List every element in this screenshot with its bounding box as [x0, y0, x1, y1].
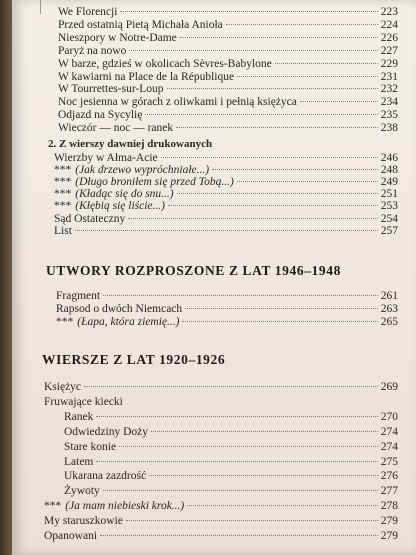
toc-entry-title: (Długo broniłem się przed Tobą...) — [75, 176, 234, 189]
toc-entry-title: Latem — [64, 455, 94, 468]
toc-entry-title: My staruszkowie — [44, 515, 123, 528]
asterisks-marker: *** — [54, 164, 72, 177]
toc-entry-title: (Jak drzewo wypróchniałe...) — [75, 164, 210, 177]
toc-entry — [58, 122, 398, 134]
dot-leader — [96, 416, 377, 417]
toc-page-number: 249 — [380, 176, 398, 189]
dot-leader — [149, 475, 378, 476]
toc-entry-title: Księżyc — [44, 381, 82, 393]
asterisks-marker: *** — [54, 188, 72, 201]
toc-page-number: 279 — [380, 530, 398, 542]
toc-entry-title: W kawiarni na Place de la République — [58, 70, 235, 83]
toc-page-number: 223 — [380, 6, 398, 18]
section-heading: 2. Z wierszy dawniej drukowanych — [48, 138, 213, 150]
dot-leader — [177, 193, 378, 194]
asterisks-marker: *** — [56, 316, 74, 328]
toc-entry-title: (Łapa, która ziemię...) — [77, 316, 180, 328]
toc-entry — [54, 225, 398, 237]
toc-entry-title: Sąd Ostateczny — [54, 212, 126, 225]
toc-entry — [44, 396, 398, 408]
dot-leader — [161, 157, 378, 158]
dot-leader — [168, 205, 378, 206]
toc-page-number: 277 — [380, 485, 398, 498]
toc-entry — [64, 411, 398, 423]
dot-leader — [129, 50, 377, 51]
dot-leader — [128, 218, 378, 219]
section-title-1920: WIERSZE Z LAT 1920–1926 — [42, 352, 226, 367]
toc-page-number: 254 — [380, 212, 398, 225]
dot-leader — [120, 11, 377, 12]
dot-leader — [185, 308, 378, 309]
toc-entry — [58, 32, 398, 44]
toc-page-number: 227 — [380, 44, 398, 57]
toc-entry-title: (Ja mam niebieski krok...) — [65, 500, 185, 513]
toc-page-number: 269 — [380, 381, 398, 393]
asterisks-marker: *** — [54, 176, 72, 189]
toc-entry — [64, 456, 398, 468]
toc-page-number: 265 — [380, 316, 398, 328]
toc-page-number: 231 — [380, 70, 398, 83]
dot-leader — [237, 181, 378, 182]
toc-page-number: 226 — [380, 31, 398, 44]
toc-entry-title: Nieszpory w Notre-Dame — [58, 31, 177, 44]
toc-entry-title: Ranek — [64, 410, 94, 423]
toc-entry — [58, 71, 398, 83]
toc-entry — [64, 485, 398, 497]
toc-entry-title: (Kładąc się do snu...) — [75, 188, 174, 201]
toc-entry — [54, 213, 398, 225]
toc-entry-title: Rapsod o dwóch Niemcach — [56, 303, 183, 315]
dot-leader — [275, 63, 378, 64]
dot-leader — [226, 24, 378, 25]
toc-entry — [58, 109, 398, 121]
toc-page-number: 224 — [380, 18, 398, 31]
toc-page-number: 261 — [380, 290, 398, 302]
toc-page-number: 274 — [380, 425, 398, 438]
toc-page-number: 234 — [380, 96, 398, 109]
toc-page-number: 279 — [380, 515, 398, 528]
dot-leader — [119, 446, 378, 447]
toc-entry — [64, 426, 398, 438]
toc-entry-title: Wieczór — noc — ranek — [58, 122, 174, 135]
toc-page-number: 253 — [380, 200, 398, 213]
toc-entry — [56, 316, 398, 328]
toc-entry — [44, 381, 398, 393]
dot-leader — [187, 505, 377, 506]
toc-entry-title: Stare konie — [64, 440, 117, 453]
toc-entry — [56, 303, 398, 315]
dot-leader — [182, 321, 377, 322]
toc-entry — [58, 58, 398, 70]
toc-entry-title: We Florencji — [58, 6, 118, 18]
toc-page-number: 238 — [380, 122, 398, 135]
toc-entry — [56, 290, 398, 302]
asterisks-marker: *** — [44, 500, 62, 513]
dot-leader — [167, 88, 378, 89]
toc-entry — [44, 500, 398, 512]
toc-entry-title: Żywoty — [64, 485, 100, 498]
dot-leader — [212, 169, 378, 170]
page-edge-line — [40, 0, 41, 14]
toc-entry-title: Paryż na nowo — [58, 44, 127, 57]
toc-page-number: 263 — [380, 303, 398, 315]
toc-page-number: 274 — [380, 440, 398, 453]
asterisks-marker: *** — [54, 200, 72, 213]
toc-entry-title: W Tourrettes-sur-Loup — [58, 83, 164, 96]
dot-leader — [237, 76, 378, 77]
toc-entry — [58, 83, 398, 95]
toc-page-number: 248 — [380, 164, 398, 177]
toc-entry-title: W barze, gdzieś w okolicach Sèvres-Babylone — [58, 57, 272, 70]
toc-page-number: 278 — [380, 500, 398, 513]
toc-page-number: 275 — [380, 455, 398, 468]
toc-entry — [54, 152, 398, 164]
dot-leader — [300, 101, 378, 102]
toc-entry — [58, 96, 398, 108]
toc-entry-title: Fruwające kiecki — [44, 395, 123, 408]
toc-page-number: 257 — [380, 224, 398, 237]
dot-leader — [103, 490, 378, 491]
dot-leader — [180, 37, 378, 38]
dot-leader — [103, 295, 378, 296]
toc-page-number: 276 — [380, 470, 398, 483]
toc-entry — [58, 19, 398, 31]
dot-leader — [84, 386, 378, 387]
toc-entry-title: Przed ostatnią Pietą Michała Anioła — [58, 18, 223, 31]
dot-leader — [100, 535, 378, 536]
section-title-1946: UTWORY ROZPROSZONE Z LAT 1946–1948 — [46, 263, 341, 278]
toc-page-number: 251 — [380, 188, 398, 201]
toc-entry-title: List — [54, 224, 72, 237]
toc-entry-title: Odjazd na Sycylię — [58, 109, 143, 122]
toc-page-number: 270 — [380, 410, 398, 423]
book-binding — [0, 0, 12, 555]
toc-entry — [64, 470, 398, 482]
toc-entry — [54, 200, 398, 212]
dot-leader — [96, 461, 377, 462]
toc-entry — [54, 176, 398, 188]
toc-entry-title: Noc jesienna w górach z oliwkami i pełnią księżyca — [58, 96, 297, 109]
toc-entry — [58, 6, 398, 18]
toc-page-number: 229 — [380, 57, 398, 70]
toc-page-number: 232 — [380, 83, 398, 96]
toc-entry-title: Wierzby w Ałma-Acie — [54, 152, 158, 164]
toc-page-number: 235 — [380, 109, 398, 122]
toc-entry — [44, 530, 398, 542]
dot-leader — [126, 520, 378, 521]
toc-page-number: 246 — [380, 152, 398, 164]
dot-leader — [176, 127, 378, 128]
toc-entry — [54, 188, 398, 200]
dot-leader — [151, 431, 378, 432]
toc-entry-title: Odwiedziny Doży — [64, 425, 148, 438]
toc-entry — [44, 515, 398, 527]
toc-entry — [54, 164, 398, 176]
toc-entry-title: (Kłębią się liście...) — [75, 200, 165, 213]
dot-leader — [75, 230, 378, 231]
toc-entry-title: Ukarana zazdrość — [64, 470, 147, 483]
book-page — [12, 0, 416, 555]
toc-entry — [64, 441, 398, 453]
dot-leader — [145, 114, 377, 115]
toc-entry-title: Fragment — [56, 290, 101, 302]
toc-entry — [58, 45, 398, 57]
toc-entry-title: Opanowani — [44, 530, 98, 542]
